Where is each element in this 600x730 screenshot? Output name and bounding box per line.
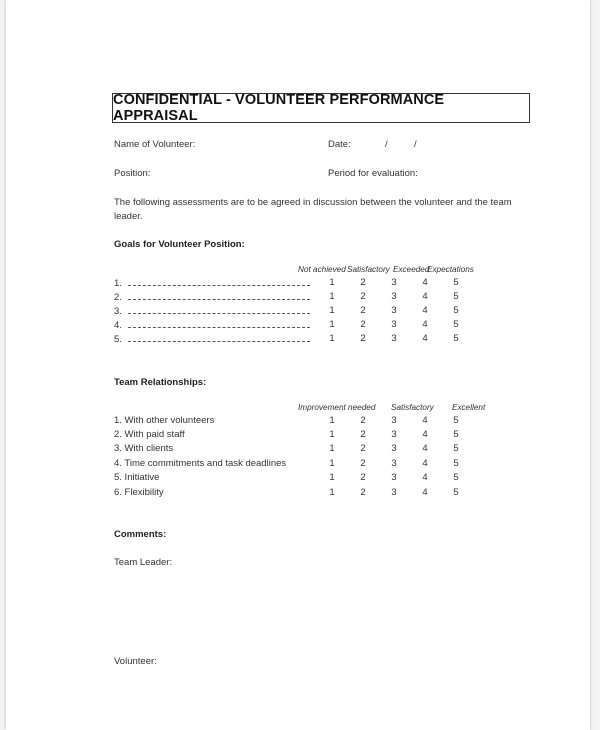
goal-score-option[interactable]: 1 <box>329 291 335 302</box>
team-row-label: 3. With clients <box>114 443 174 454</box>
goal-score-option[interactable]: 2 <box>360 333 366 344</box>
team-score-option[interactable]: 2 <box>360 429 366 440</box>
document-page <box>6 0 590 730</box>
goal-score-option[interactable]: 3 <box>391 277 397 288</box>
goals-scale-not-achieved: Not achieved <box>298 265 346 274</box>
goal-blank-line[interactable] <box>128 319 310 328</box>
team-score-option[interactable]: 4 <box>422 487 428 498</box>
team-score-option[interactable]: 4 <box>422 472 428 483</box>
team-score-option[interactable]: 3 <box>391 443 397 454</box>
goal-number: 1. <box>114 278 122 289</box>
team-score-option[interactable]: 5 <box>453 472 459 483</box>
team-row-label: 4. Time commitments and task deadlines <box>114 458 287 469</box>
goal-score-option[interactable]: 4 <box>422 333 428 344</box>
team-score-option[interactable]: 3 <box>391 487 397 498</box>
goal-score-option[interactable]: 1 <box>329 305 335 316</box>
team-row-label: 2. With paid staff <box>114 429 185 440</box>
goal-score-option[interactable]: 2 <box>360 305 366 316</box>
volunteer-signature-label: Volunteer: <box>114 656 157 667</box>
goal-score-option[interactable]: 1 <box>329 319 335 330</box>
goal-blank-line[interactable] <box>128 333 310 342</box>
team-score-option[interactable]: 3 <box>391 458 397 469</box>
team-score-option[interactable]: 4 <box>422 443 428 454</box>
goal-score-option[interactable]: 2 <box>360 291 366 302</box>
goals-heading: Goals for Volunteer Position: <box>114 239 245 250</box>
goal-blank-line[interactable] <box>128 291 310 300</box>
team-score-option[interactable]: 1 <box>329 443 335 454</box>
team-score-option[interactable]: 5 <box>453 429 459 440</box>
team-score-option[interactable]: 4 <box>422 415 428 426</box>
goal-score-option[interactable]: 5 <box>453 319 459 330</box>
date-separator-1: / <box>385 139 388 150</box>
goal-row-label <box>114 333 310 345</box>
goal-row-label <box>114 319 310 331</box>
goal-score-option[interactable]: 4 <box>422 319 428 330</box>
goal-score-option[interactable]: 3 <box>391 305 397 316</box>
goal-score-option[interactable]: 4 <box>422 277 428 288</box>
goal-score-option[interactable]: 3 <box>391 291 397 302</box>
team-score-option[interactable]: 2 <box>360 415 366 426</box>
team-scale-satisfactory: Satisfactory <box>391 403 434 412</box>
team-score-option[interactable]: 3 <box>391 415 397 426</box>
team-relationships-heading: Team Relationships: <box>114 377 207 388</box>
team-score-option[interactable]: 2 <box>360 472 366 483</box>
goals-scale-satisfactory: Satisfactory <box>347 265 390 274</box>
team-score-option[interactable]: 5 <box>453 443 459 454</box>
goal-score-option[interactable]: 2 <box>360 319 366 330</box>
goal-score-option[interactable]: 5 <box>453 277 459 288</box>
goal-number: 2. <box>114 292 122 303</box>
team-score-option[interactable]: 5 <box>453 415 459 426</box>
team-row-label: 6. Flexibility <box>114 487 164 498</box>
goal-blank-line[interactable] <box>128 277 310 286</box>
team-score-option[interactable]: 1 <box>329 458 335 469</box>
comments-heading: Comments: <box>114 529 167 540</box>
goals-scale-expectations: Expectations <box>427 265 474 274</box>
team-score-option[interactable]: 4 <box>422 429 428 440</box>
goal-blank-line[interactable] <box>128 305 310 314</box>
goal-score-option[interactable]: 5 <box>453 291 459 302</box>
team-score-option[interactable]: 2 <box>360 443 366 454</box>
goal-row-label <box>114 277 310 289</box>
team-score-option[interactable]: 1 <box>329 429 335 440</box>
goal-score-option[interactable]: 4 <box>422 291 428 302</box>
position-label: Position: <box>114 168 151 179</box>
team-score-option[interactable]: 1 <box>329 415 335 426</box>
goal-number: 3. <box>114 306 122 317</box>
intro-paragraph: The following assessments are to be agreed in discussion between the volunteer and the team leader. <box>114 197 512 222</box>
name-of-volunteer-label: Name of Volunteer: <box>114 139 196 150</box>
team-score-option[interactable]: 1 <box>329 472 335 483</box>
goal-row-label <box>114 291 310 303</box>
team-scale-excellent: Excellent <box>452 403 486 412</box>
team-score-option[interactable]: 2 <box>360 458 366 469</box>
team-score-option[interactable]: 3 <box>391 429 397 440</box>
date-separator-2: / <box>414 139 417 150</box>
team-score-option[interactable]: 3 <box>391 472 397 483</box>
team-row-label: 1. With other volunteers <box>114 415 215 426</box>
team-scale-improvement-needed: Improvement needed <box>298 403 376 412</box>
team-row-label: 5. Initiative <box>114 472 160 483</box>
goal-score-option[interactable]: 4 <box>422 305 428 316</box>
goal-row-label <box>114 305 310 317</box>
document-title: CONFIDENTIAL - VOLUNTEER PERFORMANCE APPRAISAL <box>112 93 530 123</box>
goal-number: 5. <box>114 334 122 345</box>
goal-score-option[interactable]: 3 <box>391 319 397 330</box>
team-score-option[interactable]: 5 <box>453 458 459 469</box>
goals-scale-exceeded: Exceeded <box>393 265 430 274</box>
date-label: Date: <box>328 139 351 150</box>
goal-score-option[interactable]: 3 <box>391 333 397 344</box>
team-score-option[interactable]: 5 <box>453 487 459 498</box>
goal-score-option[interactable]: 5 <box>453 305 459 316</box>
goal-score-option[interactable]: 1 <box>329 333 335 344</box>
team-score-option[interactable]: 1 <box>329 487 335 498</box>
goal-score-option[interactable]: 1 <box>329 277 335 288</box>
period-for-evaluation-label: Period for evaluation: <box>328 168 418 179</box>
goal-score-option[interactable]: 5 <box>453 333 459 344</box>
team-score-option[interactable]: 2 <box>360 487 366 498</box>
team-leader-label: Team Leader: <box>114 557 173 568</box>
team-score-option[interactable]: 4 <box>422 458 428 469</box>
goal-number: 4. <box>114 320 122 331</box>
goal-score-option[interactable]: 2 <box>360 277 366 288</box>
